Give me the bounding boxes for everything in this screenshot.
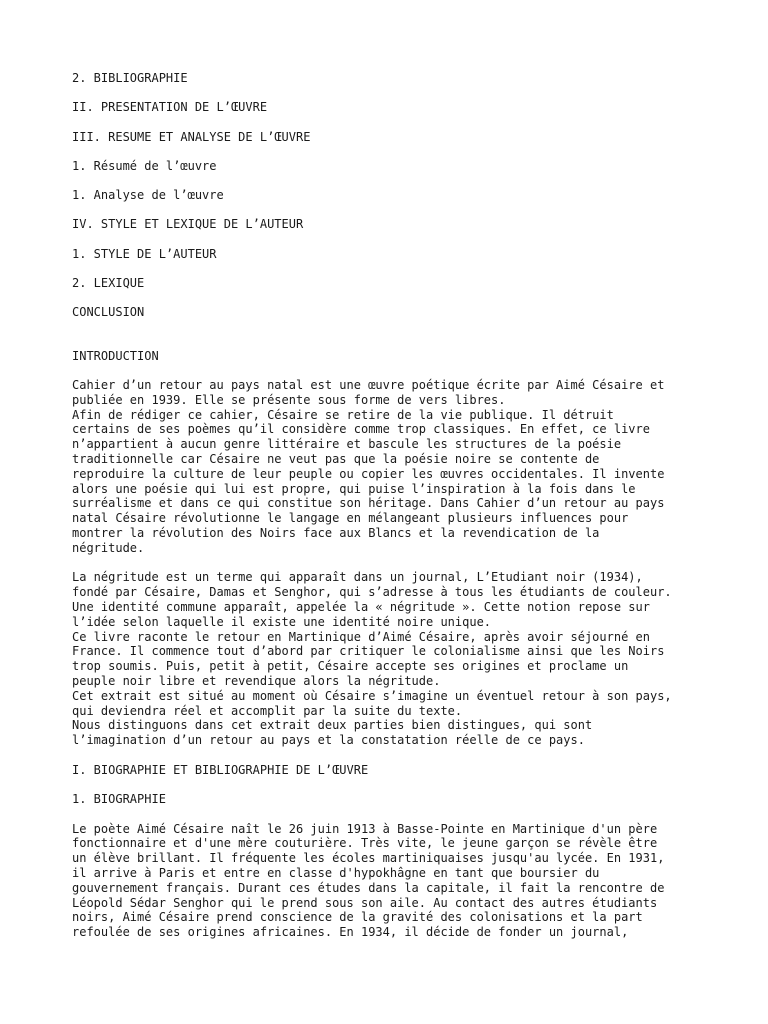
text-line: Une identité commune apparaît, appelée la « négritude ». Cette notion repose sur <box>72 600 650 615</box>
introduction-heading: INTRODUCTION <box>72 348 159 363</box>
text-line: noirs, Aimé Césaire prend conscience de la gravité des colonisations et la part <box>72 910 643 925</box>
text-line: un élève brillant. Il fréquente les écoles martiniquaises jusqu'au lycée. En 1931, <box>72 851 665 866</box>
toc-item-lexique: 2. LEXIQUE <box>72 276 145 291</box>
toc-item-analyse: 1. Analyse de l’œuvre <box>72 188 224 203</box>
text-line: alors une poésie qui lui est propre, qui puise l’inspiration à la fois dans le <box>72 481 636 496</box>
toc-item-presentation: II. PRESENTATION DE L’ŒUVRE <box>72 100 268 115</box>
text-line: l’idée selon laquelle il existe une identité noire unique. <box>72 614 492 629</box>
toc-item-bibliographie: 2. BIBLIOGRAPHIE <box>72 71 188 85</box>
text-line: peuple noir libre et revendique alors la négritude. <box>72 674 441 688</box>
toc-item-style: 1. STYLE DE L’AUTEUR <box>72 246 217 261</box>
toc-item-resume-analyse: III. RESUME ET ANALYSE DE L’ŒUVRE <box>72 129 311 144</box>
text-line: France. Il commence tout d’abord par critiquer le colonialisme ainsi que les Noirs <box>72 644 665 659</box>
text-line: Léopold Sédar Senghor qui le prend sous son aile. Au contact des autres étudiants <box>72 895 658 910</box>
text-line: trop soumis. Puis, petit à petit, Césaire accepte ses origines et proclame un <box>72 659 629 674</box>
text-line: Afin de rédiger ce cahier, Césaire se retire de la vie publique. Il détruit <box>72 407 614 422</box>
text-line: refoulée de ses origines africaines. En 1934, il décide de fonder un journal, <box>72 925 629 940</box>
text-line: gouvernement français. Durant ces études dans la capitale, il fait la rencontre de <box>72 880 665 895</box>
introduction-paragraph-2 <box>72 570 712 748</box>
biographie-paragraph <box>72 822 712 940</box>
text-line: traditionnelle car Césaire ne veut pas que la poésie noire se contente de <box>72 452 600 467</box>
text-line: négritude. <box>72 540 145 555</box>
text-line: Cet extrait est situé au moment où Césaire s’imagine un éventuel retour à son pays, <box>72 688 672 703</box>
text-line: Ce livre raconte le retour en Martinique d’Aimé Césaire, après avoir séjourné en <box>72 629 650 644</box>
toc-item-resume: 1. Résumé de l’œuvre <box>72 158 217 173</box>
section-1-heading: I. BIOGRAPHIE ET BIBLIOGRAPHIE DE L’ŒUVRE <box>72 762 369 777</box>
text-line: publiée en 1939. Elle se présente sous forme de vers libres. <box>72 392 506 407</box>
text-line: il arrive à Paris et entre en classe d'hypokhâgne en tant que boursier du <box>72 865 600 880</box>
text-line: fonctionnaire et d'une mère couturière. Très vite, le jeune garçon se révèle être <box>72 836 658 851</box>
text-line: Le poète Aimé Césaire naît le 26 juin 1913 à Basse-Pointe en Martinique d'un père <box>72 821 658 836</box>
text-line: surréalisme et dans ce qui constitue son héritage. Dans Cahier d’un retour au pays <box>72 496 665 511</box>
table-of-contents <box>72 71 712 320</box>
document-page <box>72 71 712 955</box>
biographie-heading: 1. BIOGRAPHIE <box>72 792 166 807</box>
text-line: reproduire la culture de leur peuple ou copier les œuvres occidentales. Il invente <box>72 466 665 481</box>
toc-item-conclusion: CONCLUSION <box>72 305 145 320</box>
text-line: fondé par Césaire, Damas et Senghor, qui s’adresse à tous les étudiants de couleur. <box>72 585 672 600</box>
text-line: montrer la révolution des Noirs face aux Blancs et la revendication de la <box>72 526 600 541</box>
text-line: qui deviendra réel et accomplit par la suite du texte. <box>72 703 463 718</box>
text-line: l’imagination d’un retour au pays et la constatation réelle de ce pays. <box>72 733 585 748</box>
introduction-paragraph-1 <box>72 378 712 556</box>
toc-item-style-lexique: IV. STYLE ET LEXIQUE DE L’AUTEUR <box>72 217 304 232</box>
text-line: Cahier d’un retour au pays natal est une œuvre poétique écrite par Aimé Césaire et <box>72 378 665 393</box>
text-line: certains de ses poèmes qu’il considère comme trop classiques. En effet, ce livre <box>72 422 650 437</box>
text-line: La négritude est un terme qui apparaît dans un journal, L’Etudiant noir (1934), <box>72 570 643 585</box>
text-line: n’appartient à aucun genre littéraire et bascule les structures de la poésie <box>72 437 622 452</box>
text-line: Nous distinguons dans cet extrait deux parties bien distingues, qui sont <box>72 718 593 733</box>
text-line: natal Césaire révolutionne le langage en mélangeant plusieurs influences pour <box>72 511 629 526</box>
